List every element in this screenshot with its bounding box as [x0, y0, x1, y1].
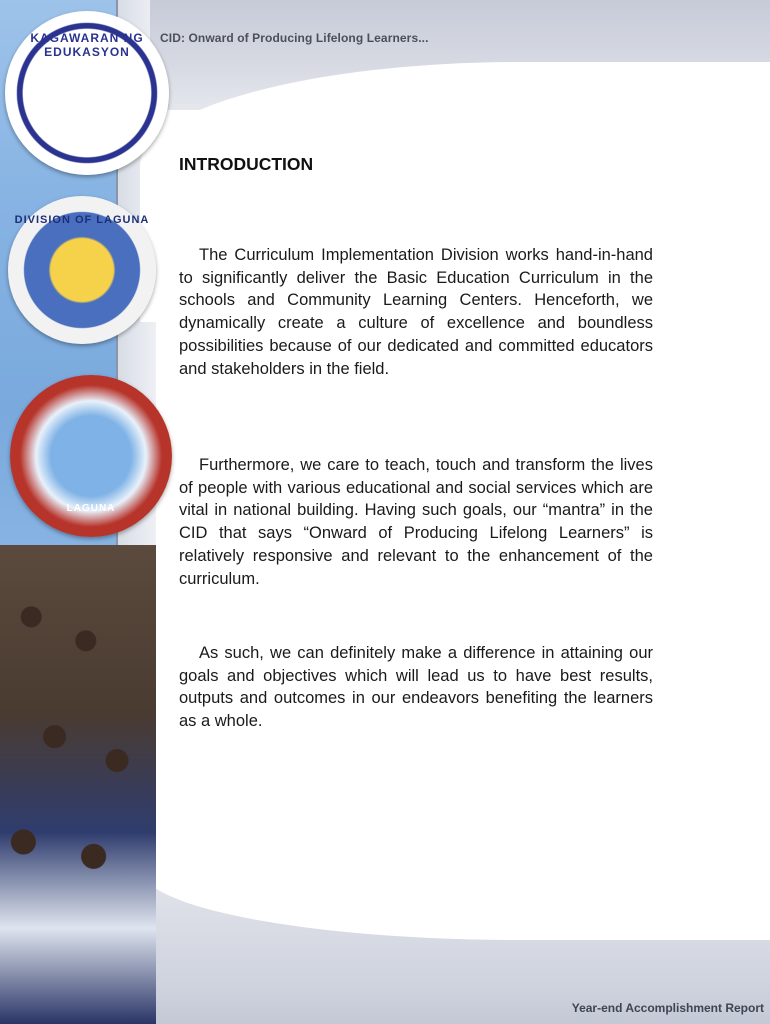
- page-heading: INTRODUCTION: [179, 154, 314, 174]
- students-photo: [0, 545, 156, 1024]
- division-of-laguna-logo: [8, 196, 156, 344]
- cid-seal-text: LAGUNA: [66, 503, 116, 514]
- cid-seal-logo: [10, 375, 172, 537]
- deped-seal-logo: [5, 11, 169, 175]
- deped-seal-text: KAGAWARAN NG EDUKASYON: [30, 31, 144, 59]
- laguna-seal-text: DIVISION OF LAGUNA: [14, 214, 150, 226]
- header-title: CID: Onward of Producing Lifelong Learners...: [160, 31, 429, 45]
- paragraph-1: The Curriculum Implementation Division works hand-in-hand to significantly deliver the Basic Education Curriculum in the schools and Community Learning Centers. Henceforth, we dynamically create a culture of excellence and boundless possibilities because of our dedicated and committed educators and stakeholders in the field.: [179, 246, 653, 378]
- paragraph-2: Furthermore, we care to teach, touch and transform the lives of people with various educational and social services which are vital in national building. Having such goals, our “mantra” in the CID that says “Onward of Producing Lifelong Learners” is relatively responsive and relevant to the enhancement of the curriculum.: [179, 456, 653, 588]
- footer-label: Year-end Accomplishment Report: [571, 1001, 764, 1015]
- paragraph-3: As such, we can definitely make a difference in attaining our goals and objectives which will lead us to have best results, outputs and outcomes in our endeavors benefiting the learners as a whole.: [179, 644, 653, 731]
- footer-curve: [140, 760, 770, 940]
